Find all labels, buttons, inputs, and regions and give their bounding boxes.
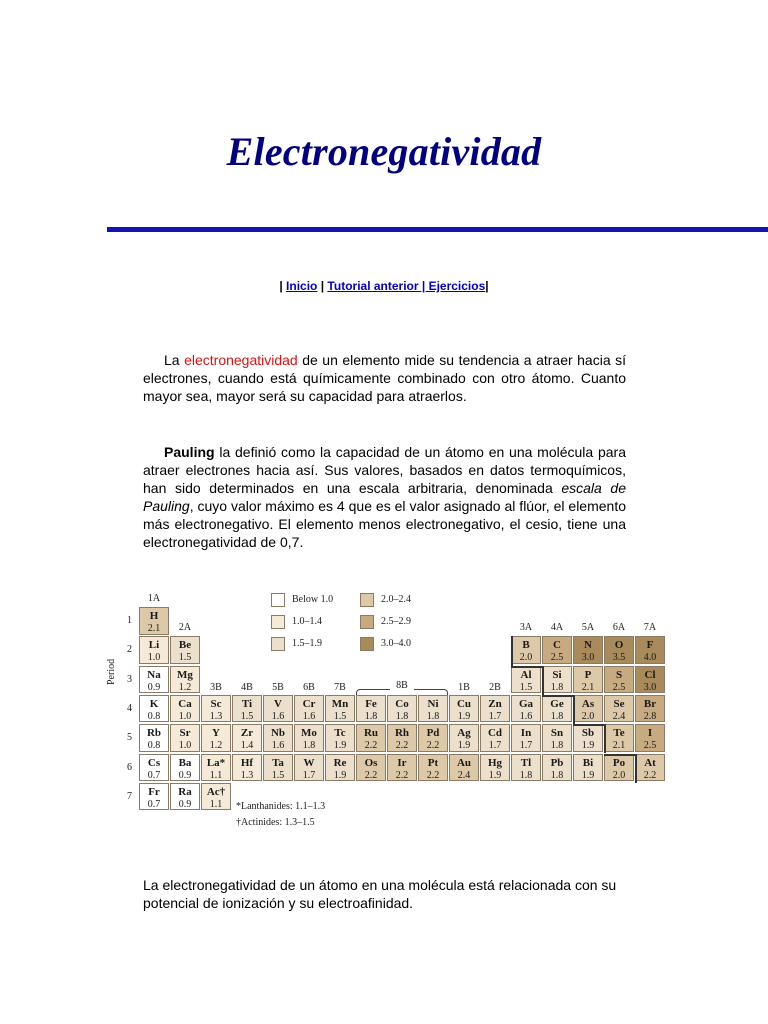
element-cell xyxy=(511,754,541,782)
element-cell xyxy=(263,754,293,782)
element-value: 1.8 xyxy=(364,710,378,722)
element-value: 2.2 xyxy=(426,740,440,752)
element-cell xyxy=(201,695,231,723)
element-cell xyxy=(604,666,634,694)
element-value: 1.8 xyxy=(550,769,564,781)
element-cell xyxy=(232,724,262,752)
element-value: 2.5 xyxy=(612,681,626,693)
element-cell xyxy=(139,666,169,694)
element-cell xyxy=(511,724,541,752)
element-symbol: Os xyxy=(364,756,378,769)
element-symbol: Pb xyxy=(550,756,564,769)
element-value: 2.1 xyxy=(147,623,161,634)
element-symbol: S xyxy=(615,668,623,681)
tutorial-ejercicios-link[interactable]: Tutorial anterior | Ejercicios xyxy=(327,279,486,293)
pauling-paragraph xyxy=(143,443,626,551)
element-value: 0.9 xyxy=(178,769,192,781)
element-value: 2.5 xyxy=(550,652,564,664)
group-label: 2B xyxy=(489,681,501,693)
element-cell xyxy=(139,607,169,635)
element-symbol: Rb xyxy=(146,727,162,740)
legend-label: 1.5–1.9 xyxy=(292,638,322,649)
element-symbol: Po xyxy=(612,756,626,769)
element-value: 1.9 xyxy=(457,740,471,752)
element-value: 1.6 xyxy=(302,710,316,722)
element-symbol: C xyxy=(553,639,561,652)
period-number: 4 xyxy=(127,702,132,714)
element-value: 1.8 xyxy=(426,710,440,722)
element-symbol: Sn xyxy=(550,727,564,740)
periodic-table-figure xyxy=(108,585,674,837)
element-value: 2.5 xyxy=(643,740,657,752)
element-value: 1.1 xyxy=(209,769,223,781)
element-symbol: Tc xyxy=(334,727,346,740)
element-symbol: O xyxy=(614,639,624,652)
element-symbol: P xyxy=(584,668,592,681)
element-symbol: Cd xyxy=(487,727,503,740)
element-cell xyxy=(201,783,231,811)
element-value: 1.8 xyxy=(395,710,409,722)
element-value: 1.8 xyxy=(519,769,533,781)
element-cell xyxy=(573,724,603,752)
inicio-link[interactable]: Inicio xyxy=(286,279,318,293)
element-value: 2.4 xyxy=(612,710,626,722)
element-cell xyxy=(139,695,169,723)
element-cell xyxy=(511,666,541,694)
group-label: 2A xyxy=(178,622,192,634)
element-symbol: Pd xyxy=(426,727,440,740)
para2-part2: , cuyo valor máximo es 4 que es el valor asignado al flúor, el elemento más electronegativo. El elemento menos electronegativo, el cesio, tiene una electronegatividad de 0,7. xyxy=(143,498,626,550)
element-cell xyxy=(635,724,665,752)
element-symbol: Ru xyxy=(363,727,379,740)
element-value: 1.3 xyxy=(209,710,223,722)
element-cell xyxy=(294,754,324,782)
element-symbol: Se xyxy=(613,697,625,710)
element-value: 2.8 xyxy=(643,710,657,722)
element-value: 1.8 xyxy=(302,740,316,752)
element-symbol: Al xyxy=(520,668,532,681)
element-symbol: Ge xyxy=(550,697,564,710)
element-value: 1.9 xyxy=(333,740,347,752)
element-value: 1.5 xyxy=(240,710,254,722)
element-cell xyxy=(635,666,665,694)
group-label: 3A xyxy=(519,622,533,634)
period-number: 7 xyxy=(127,790,132,802)
para1-rest: de un elemento mide su tendencia a atraer hacia sí electrones, cuando está químicamente combinado con otro átomo. Cuanto mayor sea, mayor será su capacidad para atraerlos. xyxy=(143,352,626,404)
element-value: 1.5 xyxy=(271,769,285,781)
element-symbol: Ni xyxy=(427,697,439,710)
element-value: 1.8 xyxy=(550,710,564,722)
legend-label: 3.0–4.0 xyxy=(381,638,411,649)
element-cell xyxy=(480,754,510,782)
element-symbol: B xyxy=(522,639,530,652)
period-axis-label: Period xyxy=(106,658,117,685)
element-symbol: La* xyxy=(206,756,226,769)
element-value: 1.0 xyxy=(178,740,192,752)
element-cell xyxy=(573,754,603,782)
title-divider xyxy=(107,227,768,232)
element-value: 1.9 xyxy=(581,769,595,781)
element-symbol: Cu xyxy=(456,697,472,710)
element-symbol: V xyxy=(274,697,282,710)
element-cell xyxy=(139,783,169,811)
element-cell xyxy=(635,636,665,664)
legend-swatch xyxy=(360,593,374,607)
element-value: 2.2 xyxy=(364,769,378,781)
element-symbol: Hg xyxy=(487,756,503,769)
group-label: 8B xyxy=(390,680,414,691)
element-value: 1.1 xyxy=(209,798,223,810)
element-symbol: Pt xyxy=(427,756,439,769)
group-label: 7B xyxy=(334,681,346,693)
element-cell xyxy=(139,724,169,752)
element-cell xyxy=(139,754,169,782)
element-symbol: Ga xyxy=(518,697,534,710)
nav-separator: | xyxy=(485,279,489,293)
element-cell xyxy=(139,636,169,664)
element-symbol: Sb xyxy=(581,727,595,740)
element-cell xyxy=(511,695,541,723)
actinides-note: †Actinides: 1.3–1.5 xyxy=(236,817,315,828)
element-cell xyxy=(232,754,262,782)
element-symbol: Ba xyxy=(178,756,192,769)
element-value: 1.9 xyxy=(581,740,595,752)
para2-part1: la definió como la capacidad de un átomo en una molécula para atraer electrones hacia así. Sus valores, basados en datos termoquímicos, han sido determinados en una escala arbitraria, denominada xyxy=(143,444,626,496)
element-cell xyxy=(325,754,355,782)
element-symbol: Fr xyxy=(148,785,160,798)
element-value: 1.6 xyxy=(271,740,285,752)
legend-swatch xyxy=(360,615,374,629)
legend-swatch xyxy=(360,637,374,651)
element-cell xyxy=(263,724,293,752)
para1-lead: La xyxy=(164,352,185,368)
element-value: 2.0 xyxy=(519,652,533,664)
element-value: 1.2 xyxy=(178,681,192,693)
element-cell xyxy=(170,666,200,694)
element-value: 1.7 xyxy=(519,740,533,752)
element-value: 4.0 xyxy=(643,652,657,664)
element-symbol: Rh xyxy=(394,727,410,740)
pauling-name: Pauling xyxy=(164,444,215,460)
element-symbol: Mn xyxy=(331,697,349,710)
element-cell xyxy=(170,783,200,811)
element-symbol: F xyxy=(646,639,654,652)
element-symbol: Bi xyxy=(582,756,594,769)
element-cell xyxy=(449,695,479,723)
element-cell xyxy=(542,724,572,752)
period-number: 5 xyxy=(127,732,132,744)
element-value: 1.7 xyxy=(488,740,502,752)
element-value: 1.5 xyxy=(178,652,192,664)
metal-nonmetal-line xyxy=(511,636,513,665)
element-symbol: Cr xyxy=(302,697,316,710)
element-cell xyxy=(449,724,479,752)
element-symbol: Cl xyxy=(644,668,656,681)
element-symbol: Si xyxy=(552,668,562,681)
metal-nonmetal-line xyxy=(604,724,606,753)
element-cell xyxy=(449,754,479,782)
element-cell xyxy=(263,695,293,723)
element-cell xyxy=(325,695,355,723)
element-value: 1.9 xyxy=(333,769,347,781)
element-cell xyxy=(542,666,572,694)
element-cell xyxy=(480,724,510,752)
element-symbol: Ra xyxy=(178,785,192,798)
element-symbol: Li xyxy=(148,639,160,652)
element-cell xyxy=(542,754,572,782)
element-symbol: Au xyxy=(456,756,472,769)
element-value: 1.9 xyxy=(488,769,502,781)
metal-nonmetal-line xyxy=(573,695,575,724)
element-symbol: Ca xyxy=(178,697,192,710)
element-value: 1.8 xyxy=(550,740,564,752)
element-value: 2.2 xyxy=(426,769,440,781)
element-symbol: H xyxy=(149,610,159,622)
element-cell xyxy=(542,695,572,723)
nav-separator: | xyxy=(279,279,287,293)
element-symbol: Mg xyxy=(177,668,193,681)
period-number: 2 xyxy=(127,644,132,656)
element-cell xyxy=(542,636,572,664)
group-label: 5A xyxy=(581,622,595,634)
period-number: 3 xyxy=(127,673,132,685)
element-cell xyxy=(294,724,324,752)
group-label: 1B xyxy=(458,681,470,693)
element-cell xyxy=(573,666,603,694)
element-symbol: K xyxy=(149,697,159,710)
element-cell xyxy=(511,636,541,664)
element-symbol: Br xyxy=(643,697,657,710)
page-title: Electronegatividad xyxy=(226,129,542,174)
element-value: 3.5 xyxy=(612,652,626,664)
group-label: 4B xyxy=(241,681,253,693)
legend-swatch xyxy=(271,637,285,651)
element-cell xyxy=(387,754,417,782)
element-symbol: Ag xyxy=(457,727,471,740)
legend-label: Below 1.0 xyxy=(292,594,334,605)
element-value: 1.2 xyxy=(209,740,223,752)
element-cell xyxy=(604,695,634,723)
element-symbol: Na xyxy=(147,668,161,681)
element-symbol: Zn xyxy=(488,697,502,710)
period-number: 1 xyxy=(127,615,132,626)
element-cell xyxy=(418,724,448,752)
metal-nonmetal-line xyxy=(511,666,542,668)
element-cell xyxy=(170,754,200,782)
nav-links xyxy=(0,279,768,293)
element-cell xyxy=(387,724,417,752)
element-symbol: Fe xyxy=(365,697,377,710)
element-symbol: Be xyxy=(178,639,192,652)
element-symbol: Ta xyxy=(272,756,284,769)
legend-label: 1.0–1.4 xyxy=(292,616,322,627)
element-cell xyxy=(201,754,231,782)
element-value: 2.1 xyxy=(581,681,595,693)
element-cell xyxy=(387,695,417,723)
nav-separator: | xyxy=(317,279,328,293)
element-value: 2.0 xyxy=(581,710,595,722)
element-value: 2.2 xyxy=(395,740,409,752)
element-symbol: Ti xyxy=(241,697,253,710)
element-value: 2.2 xyxy=(364,740,378,752)
element-cell xyxy=(604,724,634,752)
element-value: 1.6 xyxy=(271,710,285,722)
group-label: 1A xyxy=(147,593,161,604)
element-value: 1.0 xyxy=(147,652,161,664)
element-value: 2.4 xyxy=(457,769,471,781)
element-symbol: Co xyxy=(395,697,409,710)
element-symbol: Ac† xyxy=(206,785,226,798)
element-value: 2.1 xyxy=(612,740,626,752)
element-symbol: N xyxy=(584,639,592,652)
period-number: 6 xyxy=(127,761,132,773)
element-value: 0.7 xyxy=(147,798,161,810)
element-symbol: Nb xyxy=(270,727,286,740)
element-symbol: At xyxy=(644,756,656,769)
group-label: 6B xyxy=(303,681,315,693)
element-value: 1.8 xyxy=(550,681,564,693)
element-value: 1.7 xyxy=(302,769,316,781)
element-value: 0.9 xyxy=(178,798,192,810)
metal-nonmetal-line xyxy=(604,754,635,756)
element-symbol: Ir xyxy=(397,756,407,769)
legend-label: 2.5–2.9 xyxy=(381,616,411,627)
element-value: 2.0 xyxy=(612,769,626,781)
element-value: 3.0 xyxy=(581,652,595,664)
element-value: 2.2 xyxy=(395,769,409,781)
legend-label: 2.0–2.4 xyxy=(381,594,411,605)
element-cell xyxy=(356,695,386,723)
electronegatividad-term: electronegatividad xyxy=(184,352,298,368)
legend-swatch xyxy=(271,593,285,607)
element-value: 0.7 xyxy=(147,769,161,781)
lanthanides-note: *Lanthanides: 1.1–1.3 xyxy=(236,801,326,812)
metal-nonmetal-line xyxy=(573,724,604,726)
element-value: 1.3 xyxy=(240,769,254,781)
element-symbol: Sr xyxy=(179,727,191,740)
element-value: 1.7 xyxy=(488,710,502,722)
element-cell xyxy=(480,695,510,723)
element-symbol: W xyxy=(303,756,315,769)
pauling-scale-term: escala de Pauling xyxy=(143,480,626,514)
element-value: 0.8 xyxy=(147,710,161,722)
group-label: 5B xyxy=(272,681,284,693)
element-cell xyxy=(294,695,324,723)
element-symbol: Y xyxy=(212,727,220,740)
element-cell xyxy=(418,754,448,782)
element-symbol: Te xyxy=(613,727,625,740)
element-symbol: I xyxy=(647,727,653,740)
element-cell xyxy=(356,754,386,782)
element-symbol: Hf xyxy=(240,756,254,769)
element-value: 1.5 xyxy=(519,681,533,693)
element-value: 1.0 xyxy=(178,710,192,722)
group-label: 6A xyxy=(612,622,626,634)
element-cell xyxy=(635,695,665,723)
element-cell xyxy=(201,724,231,752)
element-symbol: In xyxy=(520,727,532,740)
intro-paragraph xyxy=(143,351,626,405)
element-cell xyxy=(170,636,200,664)
metal-nonmetal-line xyxy=(542,666,544,695)
element-symbol: Re xyxy=(333,756,347,769)
group-label: 7A xyxy=(643,622,657,634)
element-cell xyxy=(170,695,200,723)
group-label: 4A xyxy=(550,622,564,634)
element-cell xyxy=(573,636,603,664)
element-symbol: Sc xyxy=(210,697,222,710)
element-cell xyxy=(170,724,200,752)
legend-swatch xyxy=(271,615,285,629)
element-symbol: Mo xyxy=(301,727,317,740)
element-cell xyxy=(573,695,603,723)
metal-nonmetal-line xyxy=(542,695,573,697)
element-value: 1.4 xyxy=(240,740,254,752)
element-cell xyxy=(418,695,448,723)
element-value: 0.9 xyxy=(147,681,161,693)
element-symbol: As xyxy=(581,697,595,710)
element-cell xyxy=(232,695,262,723)
element-value: 0.8 xyxy=(147,740,161,752)
element-cell xyxy=(604,754,634,782)
group-label: 3B xyxy=(210,681,222,693)
element-value: 3.0 xyxy=(643,681,657,693)
metal-nonmetal-line xyxy=(635,754,637,783)
element-symbol: Cs xyxy=(147,756,161,769)
element-symbol: Zr xyxy=(240,727,254,740)
element-cell xyxy=(635,754,665,782)
closing-paragraph: La electronegatividad de un átomo en una molécula está relacionada con su potencial de ionización y su electroafinidad. xyxy=(143,877,617,911)
element-cell xyxy=(325,724,355,752)
element-cell xyxy=(356,724,386,752)
element-cell xyxy=(604,636,634,664)
element-value: 1.6 xyxy=(519,710,533,722)
element-value: 2.2 xyxy=(643,769,657,781)
element-value: 1.9 xyxy=(457,710,471,722)
element-symbol: Tl xyxy=(520,756,532,769)
element-value: 1.5 xyxy=(333,710,347,722)
